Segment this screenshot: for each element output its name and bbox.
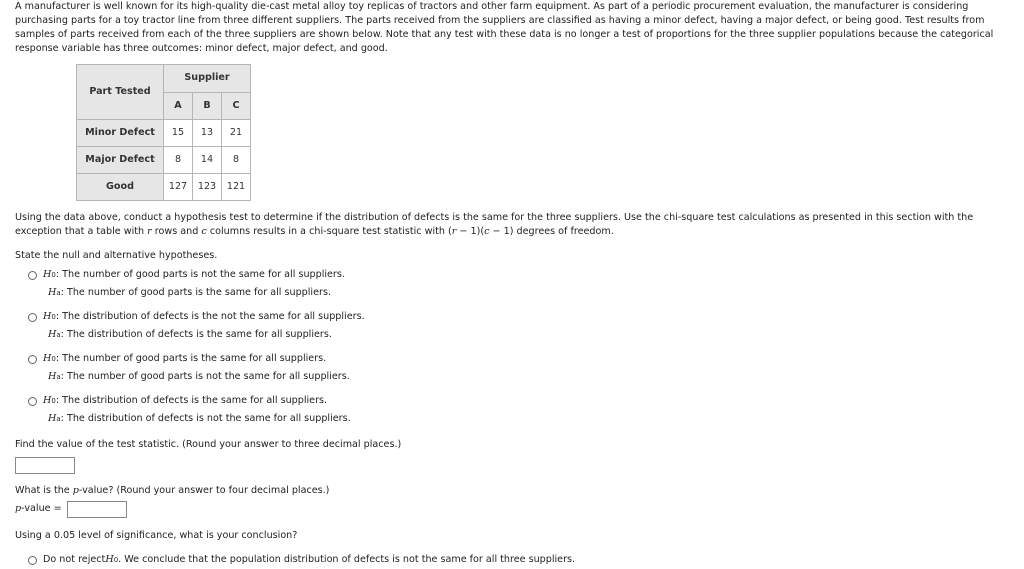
instructions-text: Using the data above, conduct a hypothesis test to determine if the distribution of defects is the same for the three suppliers. Use the chi-square test calculations as presented in this section with the exception that a table with r rows and c columns results in a chi-square test statistic with (r − 1)(c − 1) degrees of freedom. bbox=[15, 212, 974, 237]
p-value-label: p-value = bbox=[15, 503, 62, 514]
row-label: Good bbox=[77, 174, 164, 201]
row-label: Minor Defect bbox=[77, 120, 164, 147]
radio-button[interactable] bbox=[28, 397, 37, 406]
p-value-input[interactable] bbox=[67, 501, 127, 518]
hypothesis-option-3[interactable]: H 0 : The number of good parts is the same for all suppliers. H a : The number of good parts is not the same for all suppliers. bbox=[28, 350, 350, 386]
instructions bbox=[15, 211, 1010, 239]
hypothesis-option-4[interactable]: H 0 : The distribution of defects is the same for all suppliers. H a : The distribution of defects is not the same for all suppliers. bbox=[28, 392, 351, 428]
hypotheses-prompt: State the null and alternative hypotheses. bbox=[15, 250, 218, 261]
col-a-header: A bbox=[164, 92, 193, 120]
test-statistic-prompt: Find the value of the test statistic. (Round your answer to three decimal places.) bbox=[15, 439, 402, 450]
cell: 15 bbox=[164, 120, 193, 147]
conclusion-option-1[interactable]: Do not reject H 0 . We conclude that the population distribution of defects is not the same for all three suppliers. bbox=[28, 551, 575, 569]
radio-button[interactable] bbox=[28, 313, 37, 322]
supplier-header: Supplier bbox=[164, 65, 251, 93]
radio-button[interactable] bbox=[28, 556, 37, 565]
problem-intro bbox=[15, 0, 1013, 56]
cell: 121 bbox=[222, 174, 251, 201]
intro-text: A manufacturer is well known for its high-quality die-cast metal alloy toy replicas of tractors and other farm equipment. As part of a periodic procurement evaluation, the manufacturer is considering purchasing parts for a toy tractor line from three different suppliers. The parts received from the suppliers are classified as having a minor defect, having a major defect, or being good. Test results from samples of parts received from each of the three suppliers are shown below. Note that any test with these data is no longer a test of proportions for the three supplier populations because the categorical response variable has three outcomes: minor defect, major defect, and good. bbox=[15, 1, 994, 54]
cell: 8 bbox=[164, 147, 193, 174]
hypothesis-option-2[interactable]: H 0 : The distribution of defects is the not the same for all suppliers. H a : The distribution of defects is the same for all suppliers. bbox=[28, 308, 365, 344]
row-label: Major Defect bbox=[77, 147, 164, 174]
part-tested-header: Part Tested bbox=[77, 65, 164, 120]
cell: 21 bbox=[222, 120, 251, 147]
col-b-header: B bbox=[193, 92, 222, 120]
cell: 127 bbox=[164, 174, 193, 201]
table-row bbox=[77, 147, 251, 174]
table-row bbox=[77, 174, 251, 201]
hypothesis-option-1[interactable]: H 0 : The number of good parts is not the same for all suppliers. H a : The number of good parts is the same for all suppliers. bbox=[28, 266, 345, 302]
radio-button[interactable] bbox=[28, 271, 37, 280]
col-c-header: C bbox=[222, 92, 251, 120]
table-row bbox=[77, 120, 251, 147]
p-value-prompt: What is the p-value? (Round your answer to four decimal places.) bbox=[15, 485, 330, 496]
conclusion-prompt: Using a 0.05 level of significance, what is your conclusion? bbox=[15, 530, 298, 541]
cell: 14 bbox=[193, 147, 222, 174]
radio-button[interactable] bbox=[28, 355, 37, 364]
cell: 13 bbox=[193, 120, 222, 147]
cell: 8 bbox=[222, 147, 251, 174]
cell: 123 bbox=[193, 174, 222, 201]
test-statistic-input[interactable] bbox=[15, 457, 75, 474]
supplier-table bbox=[76, 64, 251, 201]
